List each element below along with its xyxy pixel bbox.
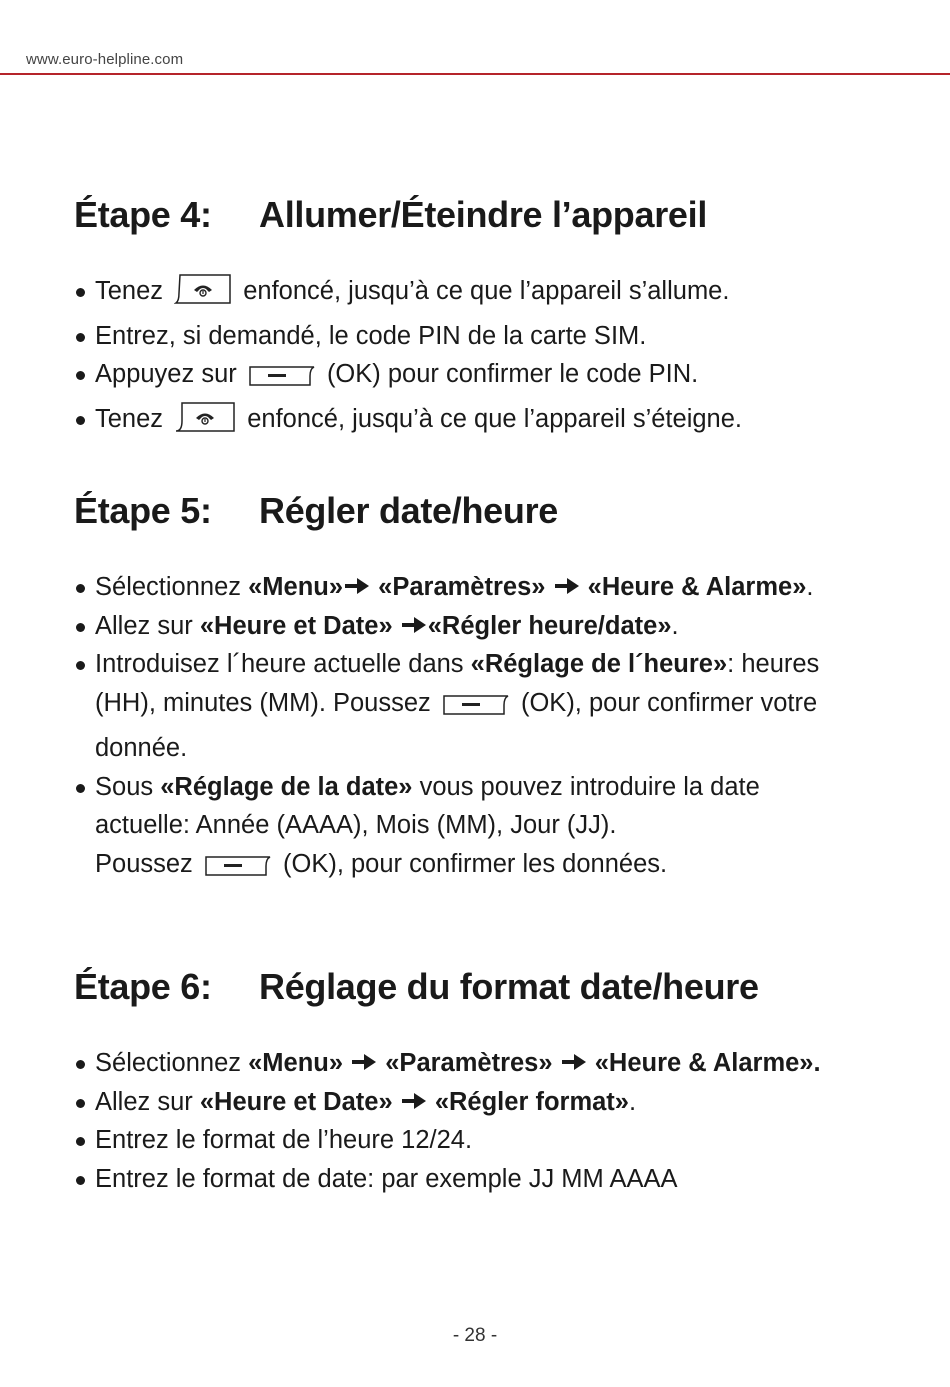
list-item: Introduisez l´heure actuelle dans «Réglage de l´heure»: heures (HH), minutes (MM). Poussez (OK), pour confirmer votre donnée. [74, 645, 914, 767]
step-title: Allumer/Éteindre l’appareil [259, 194, 708, 235]
right-arrow-icon [553, 575, 581, 597]
step-number: Étape 5: [74, 490, 212, 531]
step-6-heading [74, 967, 914, 1007]
list-item: Appuyez sur (OK) pour confirmer le code PIN. [74, 355, 914, 400]
step-4-heading [74, 195, 914, 235]
list-item: Allez sur «Heure et Date» «Régler format». [74, 1083, 914, 1122]
ok-softkey-icon [442, 690, 510, 729]
list-item: Tenez enfoncé, jusqu’à ce que l’appareil s’allume. [74, 272, 914, 317]
step-5-list [74, 568, 914, 890]
list-item: Entrez le format de l’heure 12/24. [74, 1121, 914, 1160]
right-arrow-icon [400, 614, 428, 636]
ok-softkey-icon [248, 361, 316, 400]
list-item: Allez sur «Heure et Date» «Régler heure/date». [74, 607, 914, 646]
power-key-icon [174, 401, 236, 445]
step-5-heading [74, 491, 914, 531]
step-number: Étape 4: [74, 194, 212, 235]
list-item: Sous «Réglage de la date» vous pouvez introduire la date actuelle: Année (AAAA), Mois (MM), Jour (JJ). Poussez (OK), pour confirmer les données. [74, 768, 914, 890]
step-number: Étape 6: [74, 966, 212, 1007]
list-item: Sélectionnez «Menu» «Paramètres» «Heure & Alarme». [74, 568, 914, 607]
step-4-list [74, 272, 914, 445]
step-6-list [74, 1044, 914, 1199]
step-title: Régler date/heure [259, 490, 559, 531]
power-key-icon [174, 273, 232, 317]
step-4-section [74, 195, 914, 445]
header-rule [0, 73, 950, 75]
list-item: Sélectionnez «Menu» «Paramètres» «Heure & Alarme». [74, 1044, 914, 1083]
right-arrow-icon [400, 1090, 428, 1112]
list-item: Tenez enfoncé, jusqu’à ce que l’appareil s’éteigne. [74, 400, 914, 445]
step-5-section [74, 491, 914, 890]
page-number: - 28 - [452, 1325, 498, 1346]
step-6-section [74, 967, 914, 1199]
right-arrow-icon [350, 1051, 378, 1073]
list-item: Entrez le format de date: par exemple JJ MM AAAA [74, 1160, 914, 1199]
site-url[interactable]: www.euro-helpline.com [26, 51, 184, 68]
right-arrow-icon [343, 575, 371, 597]
list-item: Entrez, si demandé, le code PIN de la carte SIM. [74, 317, 914, 356]
ok-softkey-icon [204, 851, 272, 890]
right-arrow-icon [560, 1051, 588, 1073]
step-title: Réglage du format date/heure [259, 966, 759, 1007]
